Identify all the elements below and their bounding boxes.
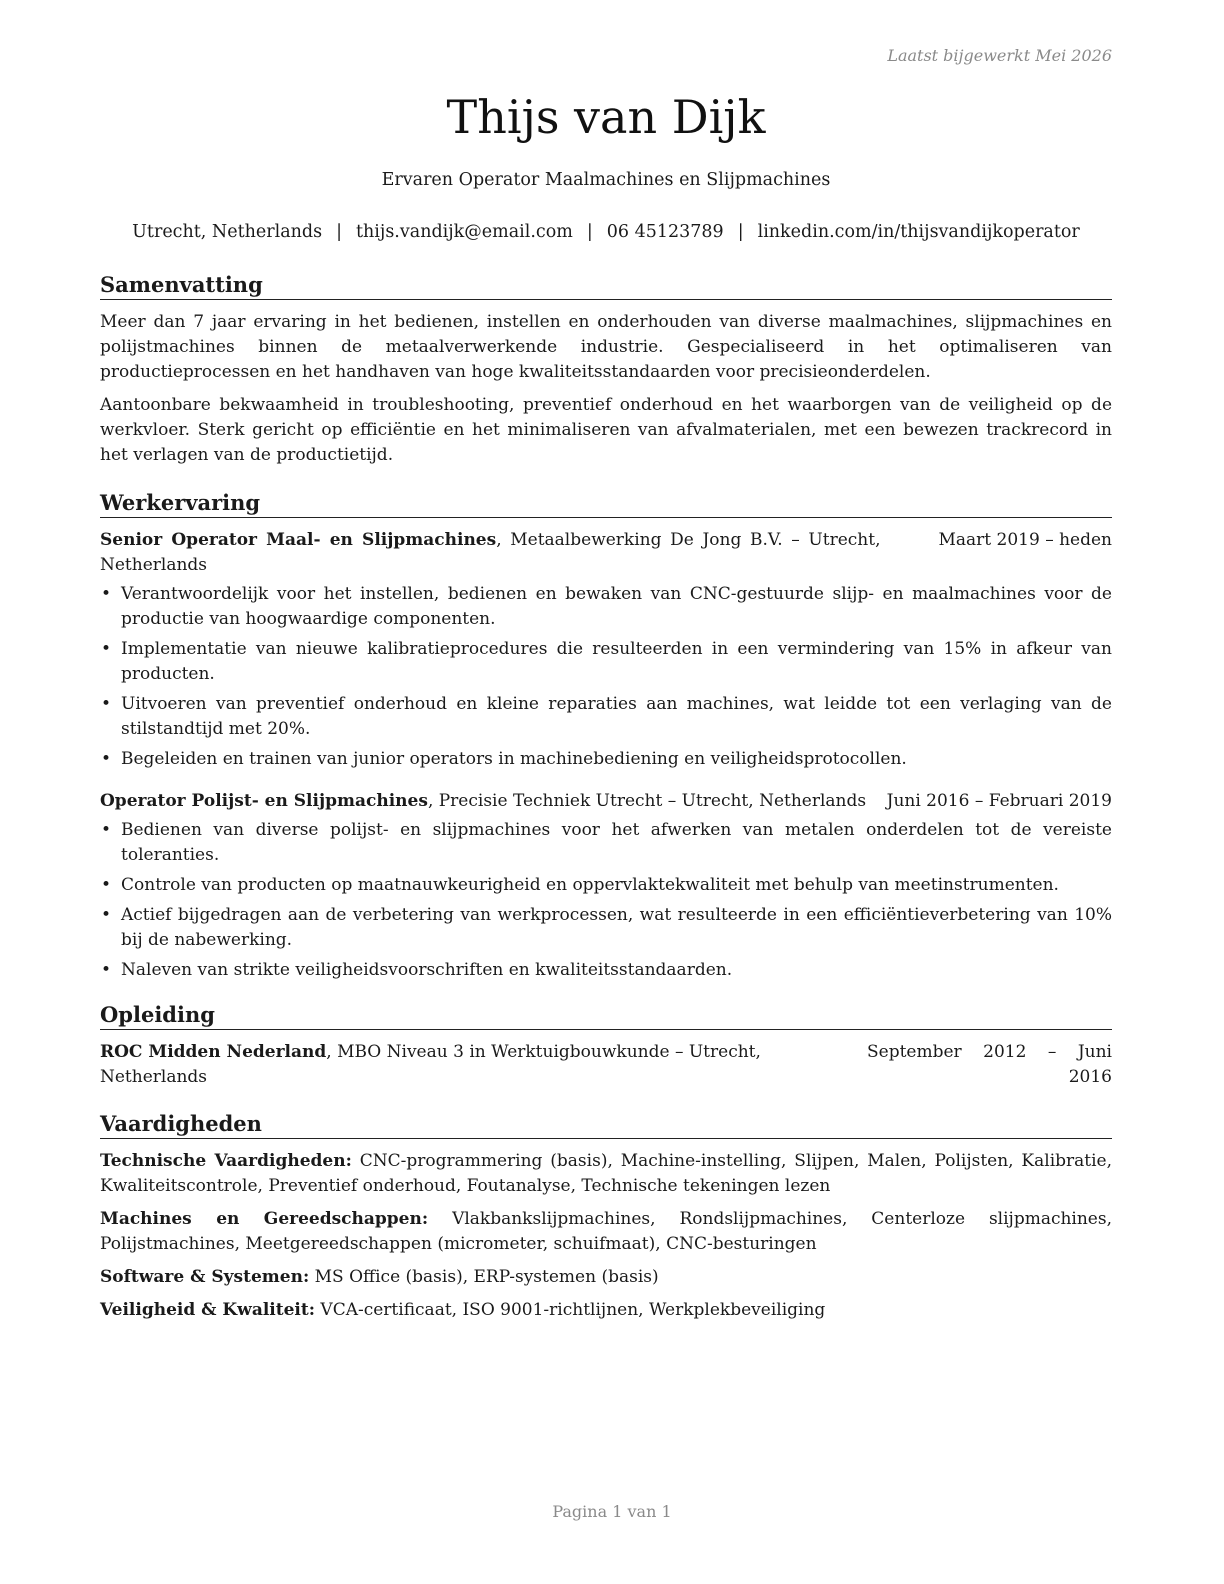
skill-label: Machines en Gereedschappen: [100,1209,429,1229]
job-title-line [100,789,867,814]
education-detail: , MBO Niveau 3 in Werktuigbouwkunde – Utrecht, Netherlands [100,1042,761,1087]
list-item [100,692,1112,742]
job-company: , Precisie Techniek Utrecht – Utrecht, Netherlands [427,791,867,811]
list-item [100,637,1112,687]
skill-value: CNC-programmering (basis), Machine-instelling, Slijpen, Malen, Polijsten, Kalibratie, Kwaliteitscontrole, Preventief onderhoud, Foutanalyse, Technische tekeningen lezen [100,1151,1113,1196]
list-item [100,818,1112,868]
bullet-text: Bedienen van diverse polijst- en slijpmachines voor het afwerken van metalen onderdelen tot de vereiste toleranties. [121,820,1112,865]
skill-value: MS Office (basis), ERP-systemen (basis) [309,1267,659,1287]
skill-label: Veiligheid & Kwaliteit: [100,1300,316,1320]
job-company: , Metaalbewerking De Jong B.V. – Utrecht, Netherlands [100,530,881,575]
job-header [100,789,1112,814]
skill-label: Software & Systemen: [100,1267,310,1287]
education-school: ROC Midden Nederland [100,1042,327,1062]
skill-group [100,1265,1112,1290]
contact-location: Utrecht, Netherlands [132,222,323,242]
bullet-icon: • [101,905,112,925]
job-header [100,528,1112,578]
contact-separator: | [336,222,342,242]
skill-value: Vlakbankslijpmachines, Rondslijpmachines, Centerloze slijpmachines, Polijstmachines, Meetgereedschappen (micrometer, schuifmaat), CNC-besturingen [100,1209,1112,1254]
list-item [100,873,1112,898]
bullet-text: Implementatie van nieuwe kalibratieprocedures die resulteerden in een vermindering van 15% in afkeur van producten. [121,639,1112,684]
bullet-icon: • [101,694,112,714]
bullet-icon: • [101,875,112,895]
job-title-line [100,528,880,578]
section-title-summary: Samenvatting [100,272,1112,300]
contact-separator: | [737,222,744,242]
bullet-text: Naleven van strikte veiligheidsvoorschriften en kwaliteitsstandaarden. [121,960,733,980]
resume-page [100,0,1112,1584]
bullet-icon: • [101,820,112,840]
summary-paragraph: Aantoonbare bekwaamheid in troubleshooting, preventief onderhoud en het waarborgen van de veiligheid op de werkvloer. Sterk gericht op efficiëntie en het minimaliseren van afvalmaterialen, met een bewezen trackrecord in het verlagen van de productietijd. [100,395,1112,465]
bullet-icon: • [101,639,112,659]
job-bullets [100,818,1112,983]
bullet-icon: • [101,749,112,769]
job-role: Senior Operator Maal- en Slijpmachines [100,530,497,550]
summary-paragraph: Meer dan 7 jaar ervaring in het bedienen, instellen en onderhouden van diverse maalmachines, slijpmachines en polijstmachines binnen de metaalverwerkende industrie. Gespecialiseerd in het optimaliseren van productieprocessen en het handhaven van hoge kwaliteitsstandaarden voor precisieonderdelen. [100,312,1112,382]
bullet-icon: • [101,584,112,604]
list-item [100,903,1112,953]
job-entry [100,789,1112,983]
last-updated: Laatst bijgewerkt Mei 2026 [887,46,1112,65]
contact-email[interactable]: thijs.vandijk@email.com [356,222,573,242]
section-title-education: Opleiding [100,1002,1112,1030]
education-section [100,1002,1112,1090]
contact-phone: 06 45123789 [606,222,724,242]
list-item [100,958,1112,983]
skill-group [100,1207,1112,1257]
list-item [100,747,1112,772]
job-dates: Juni 2016 – Februari 2019 [886,791,1112,811]
bullet-text: Begeleiden en trainen van junior operators in machinebediening en veiligheidsprotocollen. [121,749,907,769]
candidate-name: Thijs van Dijk [446,90,766,144]
job-role: Operator Polijst- en Slijpmachines [100,791,428,811]
education-entry [100,1040,1112,1090]
page-number: Pagina 1 van 1 [552,1502,672,1521]
bullet-text: Actief bijgedragen aan de verbetering van werkprocessen, wat resulteerde in een efficiëntieverbetering van 10% bij de nabewerking. [121,905,1112,950]
education-dates: September 2012 – Juni 2016 [867,1042,1112,1087]
section-title-experience: Werkervaring [100,490,1112,518]
bullet-text: Controle van producten op maatnauwkeurigheid en oppervlaktekwaliteit met behulp van meetinstrumenten. [121,875,1059,895]
education-line [100,1040,847,1090]
job-bullets [100,582,1112,772]
contact-line [100,220,1112,244]
list-item [100,582,1112,632]
skill-group [100,1149,1112,1199]
summary-section [100,272,1112,476]
job-entry [100,528,1112,772]
bullet-text: Uitvoeren van preventief onderhoud en kleine reparaties aan machines, wat leidde tot een verlaging van de stilstandtijd met 20%. [121,694,1112,739]
bullet-icon: • [101,960,112,980]
skill-group [100,1298,1112,1323]
job-title: Ervaren Operator Maalmachines en Slijpmachines [381,170,831,190]
skill-label: Technische Vaardigheden: [100,1151,352,1171]
section-title-skills: Vaardigheden [100,1111,1112,1139]
skill-value: VCA-certificaat, ISO 9001-richtlijnen, Werkplekbeveiliging [315,1300,826,1320]
experience-section [100,490,1112,988]
contact-separator: | [586,222,593,242]
skills-section [100,1111,1112,1331]
contact-linkedin[interactable]: linkedin.com/in/thijsvandijkoperator [757,222,1080,242]
bullet-text: Verantwoordelijk voor het instellen, bedienen en bewaken van CNC-gestuurde slijp- en maalmachines voor de productie van hoogwaardige componenten. [121,584,1112,629]
job-dates: Maart 2019 – heden [938,530,1112,550]
